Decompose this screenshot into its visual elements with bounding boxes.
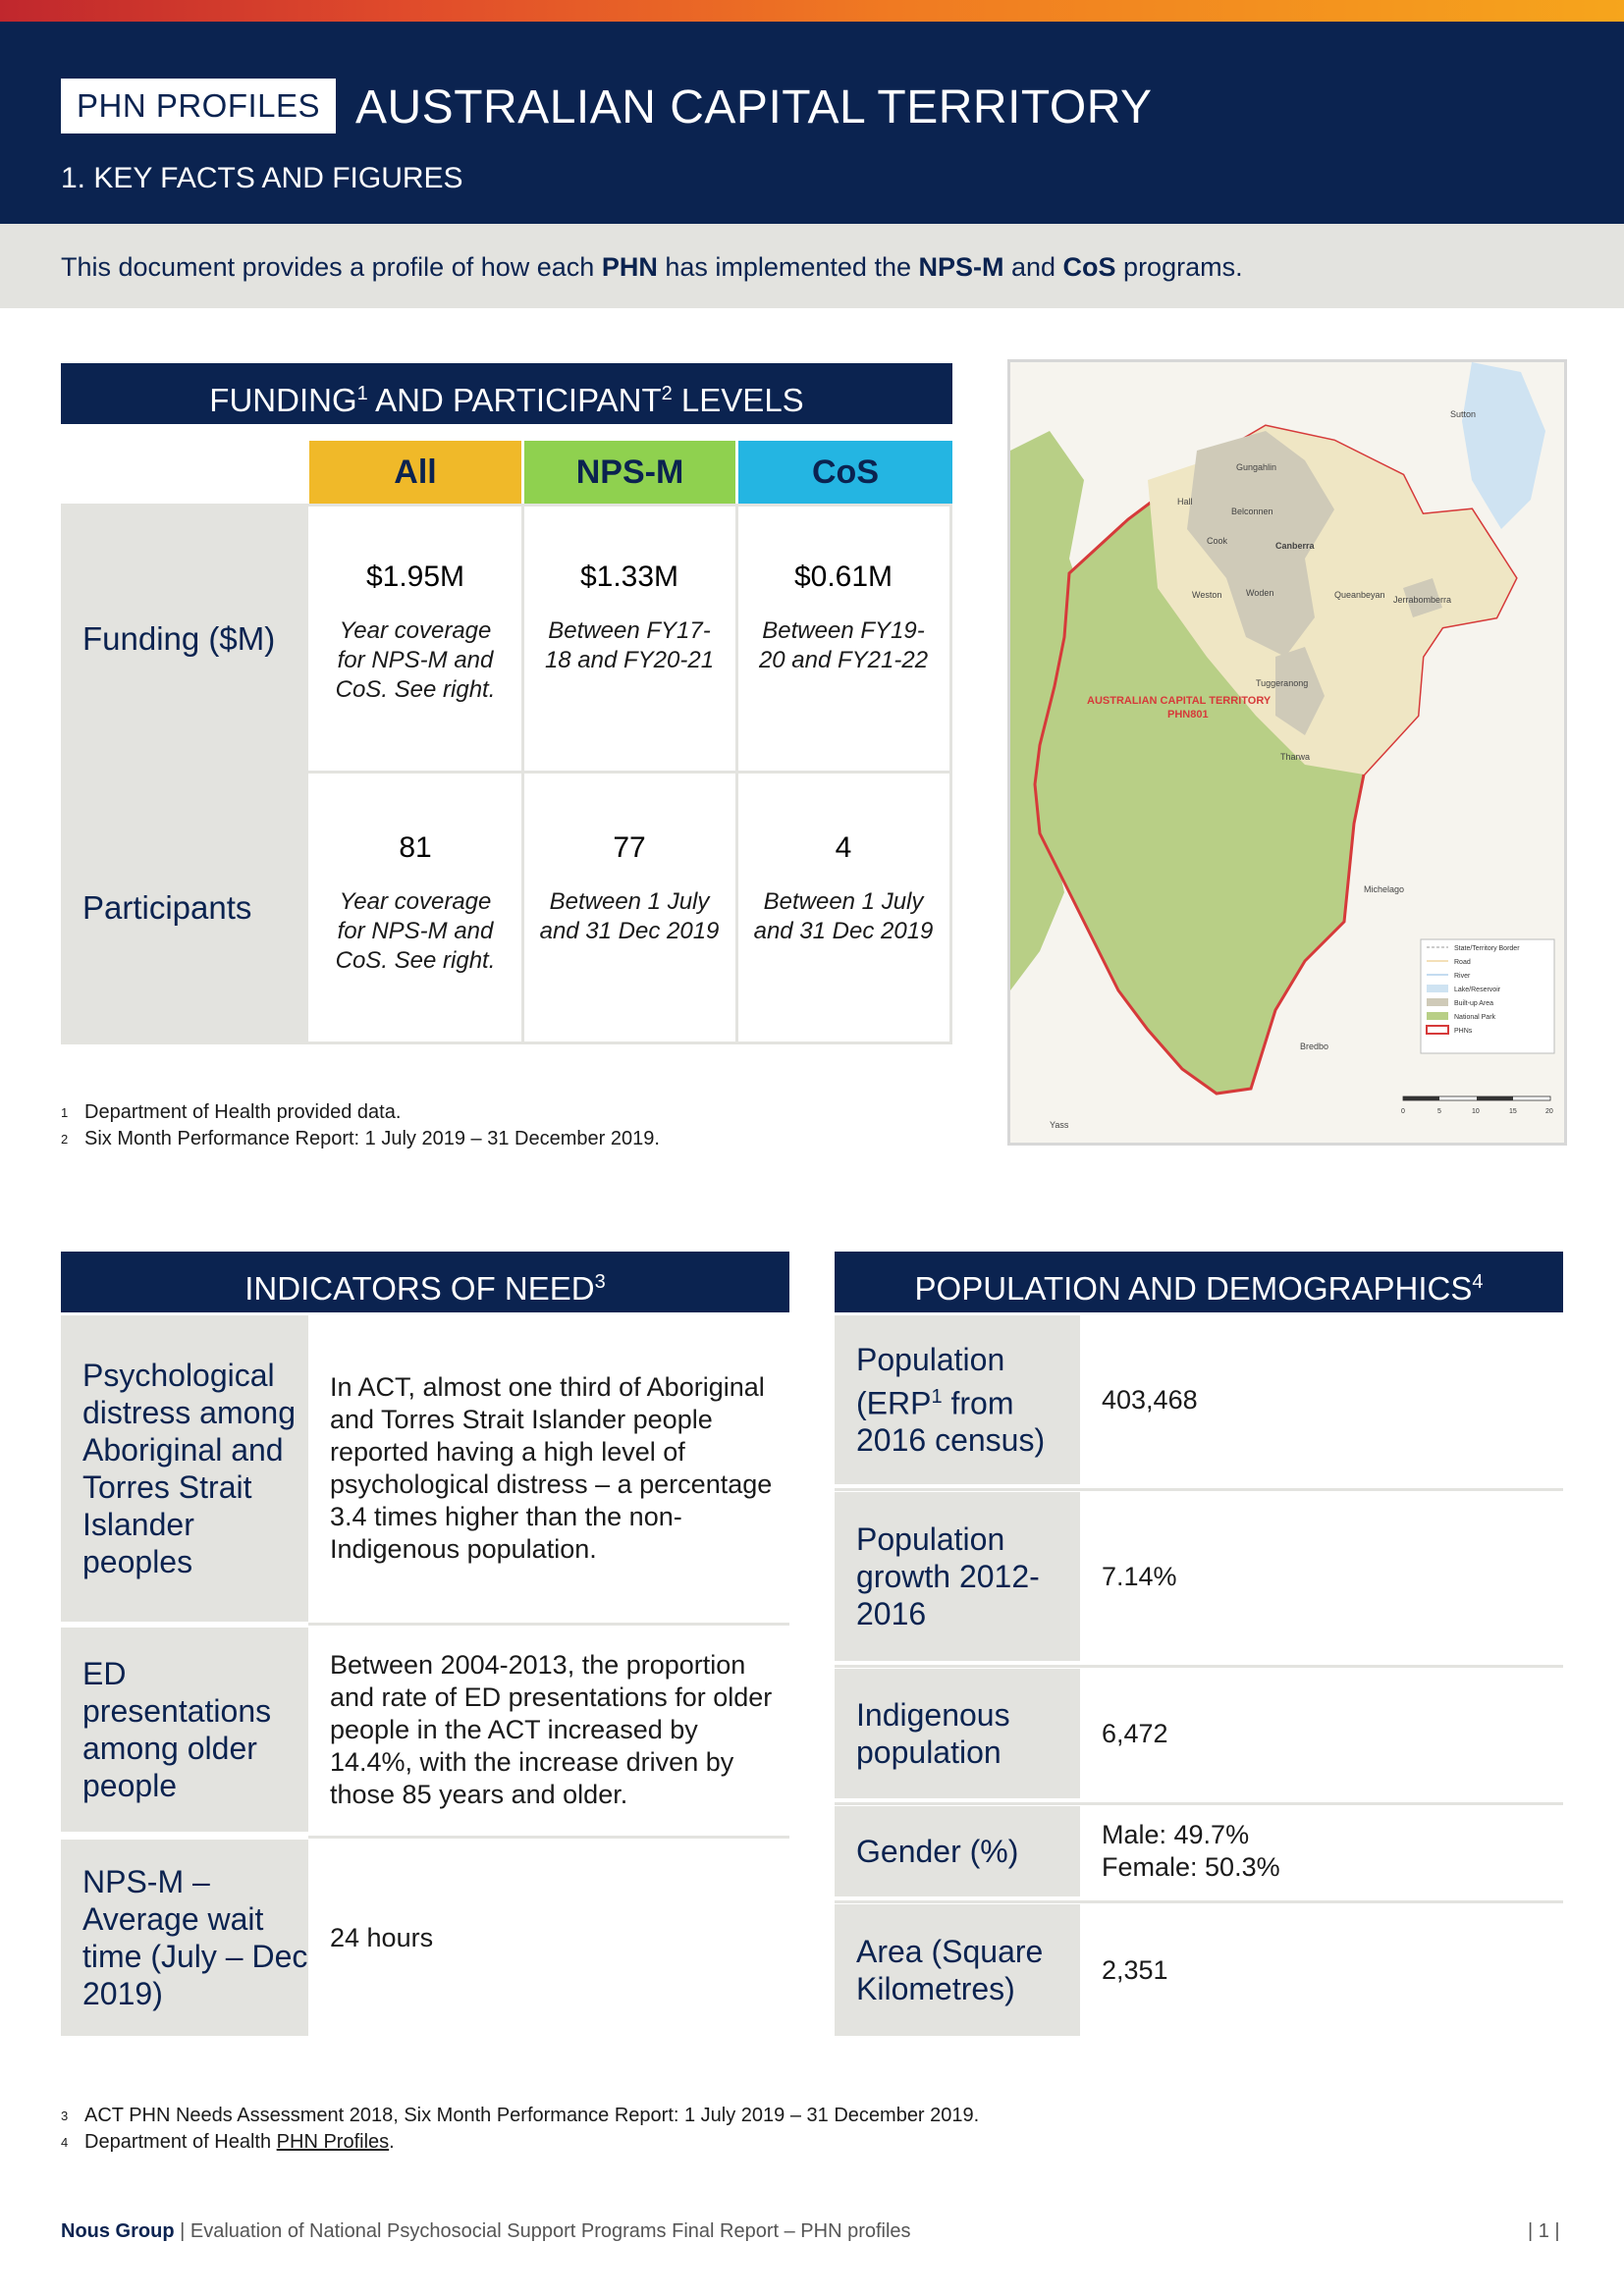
place-label: Tuggeranong	[1256, 678, 1309, 688]
scale-label: 0	[1401, 1108, 1405, 1115]
table-divider	[735, 504, 738, 1041]
legend-label: Road	[1454, 959, 1471, 966]
population-label: Area (Square Kilometres)	[835, 1904, 1080, 2036]
legend-label: Lake/Reservoir	[1454, 987, 1501, 993]
map-region-label: AUSTRALIAN CAPITAL TERRITORY	[1087, 695, 1272, 707]
legend-label: State/Territory Border	[1454, 945, 1520, 952]
table-divider	[308, 1623, 789, 1626]
place-label: Gungahlin	[1236, 462, 1277, 472]
place-label: Hall	[1177, 497, 1193, 507]
map-region-code: PHN801	[1167, 709, 1209, 721]
population-label: Population growth 2012-2016	[835, 1492, 1080, 1661]
intro-text: This document provides a profile of how each PHN has implemented the NPS-M and CoS programs.	[61, 252, 1243, 282]
legend-label: River	[1454, 973, 1471, 980]
cell-value: $0.61M	[793, 561, 893, 593]
place-label: Queanbeyan	[1334, 590, 1385, 600]
column-header-nps-m: NPS-M	[524, 441, 735, 504]
table-divider	[835, 1488, 1563, 1491]
footnote: $^3$ ACT PHN Needs Assessment 2018, Six Month Performance Report: 1 July 2019 – 31 December 2019.	[61, 2105, 980, 2126]
population-label: Indigenous population	[835, 1669, 1080, 1798]
scale-label: 10	[1472, 1108, 1480, 1115]
place-label: Woden	[1246, 588, 1274, 598]
legend-label: National Park	[1454, 1014, 1496, 1021]
cell-note: Between 1 July and 31 Dec 2019	[753, 888, 934, 944]
legend-label: Built-up Area	[1454, 1000, 1494, 1007]
place-label: Yass	[1050, 1120, 1069, 1130]
act-phn-map	[1007, 359, 1567, 1146]
population-value: 2,351	[1102, 1954, 1168, 1985]
indicator-text: 24 hours	[330, 1922, 434, 1952]
table-divider	[835, 1802, 1563, 1805]
table-divider	[835, 1665, 1563, 1668]
table-cell	[324, 558, 507, 705]
place-label: Cook	[1207, 536, 1228, 546]
place-label: Tharwa	[1280, 752, 1311, 762]
place-label: Canberra	[1275, 541, 1315, 551]
page-title: AUSTRALIAN CAPITAL TERRITORY	[355, 81, 1153, 133]
population-value: 403,468	[1102, 1385, 1198, 1415]
cell-value: 81	[399, 831, 432, 864]
table-divider	[308, 1836, 789, 1839]
table-cell	[752, 558, 935, 675]
scale-label: 20	[1545, 1108, 1553, 1115]
map-legend	[1421, 939, 1554, 1053]
footnote: $^1$ Department of Health provided data.	[61, 1101, 402, 1123]
population-value	[1102, 1806, 1553, 1896]
scale-label: 15	[1509, 1108, 1517, 1115]
table-divider	[521, 504, 524, 1041]
row-label-participants: Participants	[61, 774, 308, 1041]
cell-note: Between FY19-20 and FY21-22	[758, 617, 929, 673]
legend-label: PHNs	[1454, 1028, 1473, 1035]
footnote: $^4$ Department of Health PHN Profiles.	[61, 2131, 395, 2153]
population-section-heading: POPULATION AND DEMOGRAPHICS$^4$	[835, 1252, 1563, 1312]
place-label: Weston	[1192, 590, 1222, 600]
population-value: 6,472	[1102, 1718, 1168, 1748]
column-header-cos: CoS	[738, 441, 952, 504]
cell-value: $1.95M	[365, 561, 465, 593]
table-cell	[538, 828, 721, 946]
page-header	[0, 22, 1624, 224]
gender-male: Male: 49.7%	[1102, 1820, 1250, 1849]
indicators-section-heading: INDICATORS OF NEED$^3$	[61, 1252, 789, 1312]
funding-footnotes	[61, 1099, 660, 1152]
place-label: Belconnen	[1231, 507, 1273, 516]
column-header-all: All	[309, 441, 521, 504]
phn-profiles-badge: PHN PROFILES	[61, 79, 336, 133]
cell-note: Between FY17-18 and FY20-21	[544, 617, 715, 673]
footnote: $^2$ Six Month Performance Report: 1 July 2019 – 31 December 2019.	[61, 1128, 660, 1149]
indicator-label: ED presentations among older people	[61, 1628, 308, 1832]
population-label: Population (ERP$^1$ from 2016 census)	[835, 1315, 1080, 1484]
population-label: Gender (%)	[835, 1806, 1080, 1896]
table-cell	[752, 828, 935, 946]
demographics-footnotes	[61, 2103, 979, 2156]
indicator-text: In ACT, almost one third of Aboriginal and Torres Strait Islander people reported having a high level of psychological distress – a percentage 3.4 times higher than the non-Indigenous population.	[330, 1372, 773, 1564]
table-cell	[538, 558, 721, 675]
cell-note: Year coverage for NPS-M and CoS. See right.	[335, 617, 496, 703]
row-label-funding: Funding ($M)	[61, 507, 308, 771]
indicator-label: Psychological distress among Aboriginal and Torres Strait Islander peoples	[61, 1315, 308, 1622]
place-label: Bredbo	[1300, 1041, 1329, 1051]
table-cell	[324, 828, 507, 976]
table-divider	[835, 1900, 1563, 1903]
section-subtitle: 1. KEY FACTS AND FIGURES	[61, 162, 463, 194]
indicator-text: Between 2004-2013, the proportion and rate of ED presentations for older people in the ACT increased by 14.4%, with the increase driven by those 85 years and older.	[330, 1649, 773, 1809]
cell-value: 77	[613, 831, 646, 864]
indicator-label: NPS-M – Average wait time (July – Dec 2019)	[61, 1840, 308, 2036]
place-label: Michelago	[1364, 884, 1405, 894]
cell-value: $1.33M	[579, 561, 679, 593]
intro-bar	[0, 224, 1624, 308]
table-divider	[949, 504, 952, 1041]
scale-label: 5	[1437, 1108, 1441, 1115]
phn-profiles-link[interactable]: PHN Profiles	[276, 2131, 390, 2153]
cell-note: Year coverage for NPS-M and CoS. See right.	[335, 888, 496, 974]
page-footer: Nous Group | Evaluation of National Psychosocial Support Programs Final Report – PHN profiles	[61, 2220, 911, 2242]
cell-value: 4	[835, 831, 852, 864]
funding-section-heading: FUNDING$^1$ AND PARTICIPANT$^2$ LEVELS	[61, 363, 952, 424]
top-accent-bar	[0, 0, 1624, 22]
population-value: 7.14%	[1102, 1561, 1177, 1591]
table-divider	[61, 1041, 952, 1044]
place-label: Jerrabomberra	[1393, 595, 1452, 605]
place-label: Sutton	[1450, 409, 1477, 419]
cell-note: Between 1 July and 31 Dec 2019	[539, 888, 720, 944]
map-graphic	[1010, 362, 1564, 1143]
page-number: | 1 |	[1528, 2220, 1560, 2242]
gender-female: Female: 50.3%	[1102, 1852, 1280, 1882]
